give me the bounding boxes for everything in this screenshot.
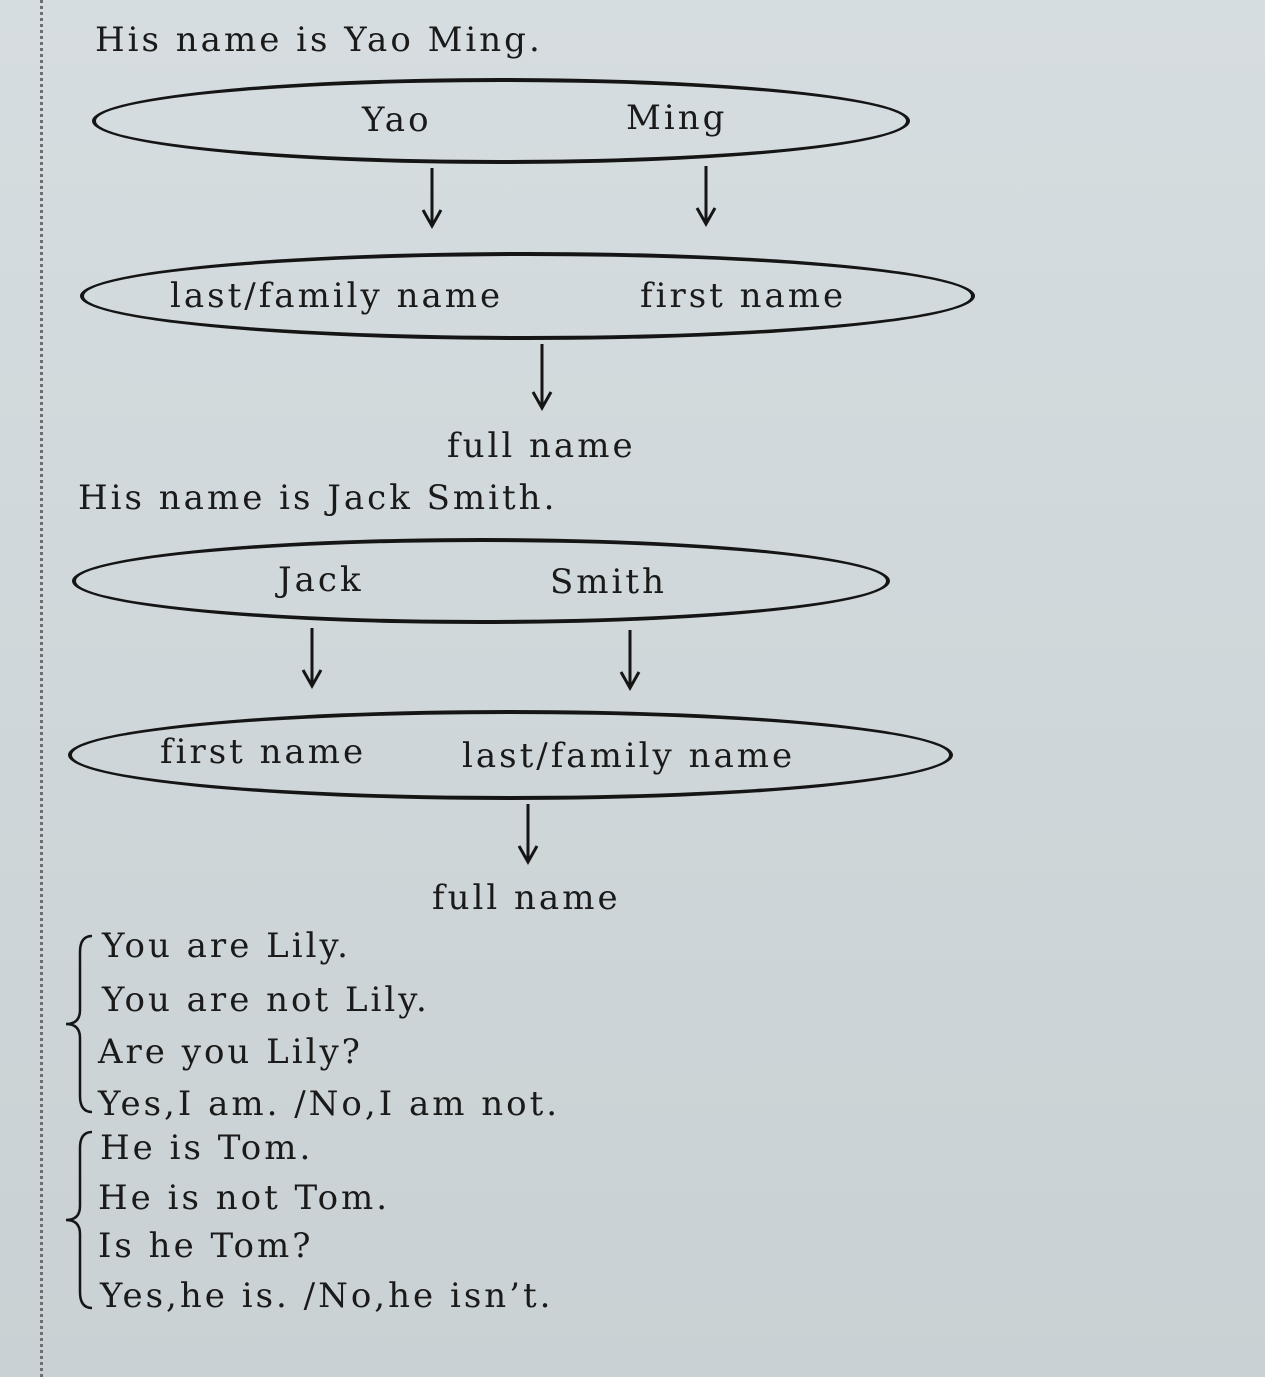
group1-brace — [58, 932, 98, 1116]
group1-line-2: You are not Lily. — [102, 980, 430, 1020]
group1-line-1: You are Lily. — [102, 926, 351, 966]
section1-name-oval — [92, 78, 910, 164]
group2-line-3: Is he Tom? — [98, 1226, 314, 1266]
section2-arrow-down — [516, 802, 540, 866]
group1-line-4: Yes,I am. /No,I am not. — [98, 1084, 561, 1124]
margin-dotted-line — [40, 0, 43, 1377]
section1-label-last-family-name: last/family name — [170, 276, 504, 316]
section2-word-jack: Jack — [278, 560, 364, 600]
section1-full-name: full name — [447, 426, 636, 466]
section2-label-last-family-name: last/family name — [462, 736, 796, 776]
section2-arrow-left — [300, 626, 324, 690]
section1-heading: His name is Yao Ming. — [95, 20, 543, 60]
section2-name-oval — [72, 538, 890, 624]
section2-arrow-right — [618, 628, 642, 692]
section2-label-first-name: first name — [160, 732, 367, 772]
group2-line-1: He is Tom. — [100, 1128, 314, 1168]
group2-brace — [58, 1128, 98, 1312]
section2-full-name: full name — [432, 878, 621, 918]
group2-line-4: Yes,he is. /No,he isn’t. — [100, 1276, 554, 1316]
section1-label-first-name: first name — [640, 276, 847, 316]
section1-arrow-down — [530, 342, 554, 412]
section2-heading: His name is Jack Smith. — [78, 478, 558, 518]
group2-line-2: He is not Tom. — [98, 1178, 391, 1218]
section1-arrow-right — [694, 164, 718, 228]
section1-word-ming: Ming — [626, 98, 728, 138]
group1-line-3: Are you Lily? — [98, 1032, 363, 1072]
section1-arrow-left — [420, 166, 444, 230]
section1-word-yao: Yao — [362, 100, 432, 140]
section2-word-smith: Smith — [550, 562, 667, 602]
